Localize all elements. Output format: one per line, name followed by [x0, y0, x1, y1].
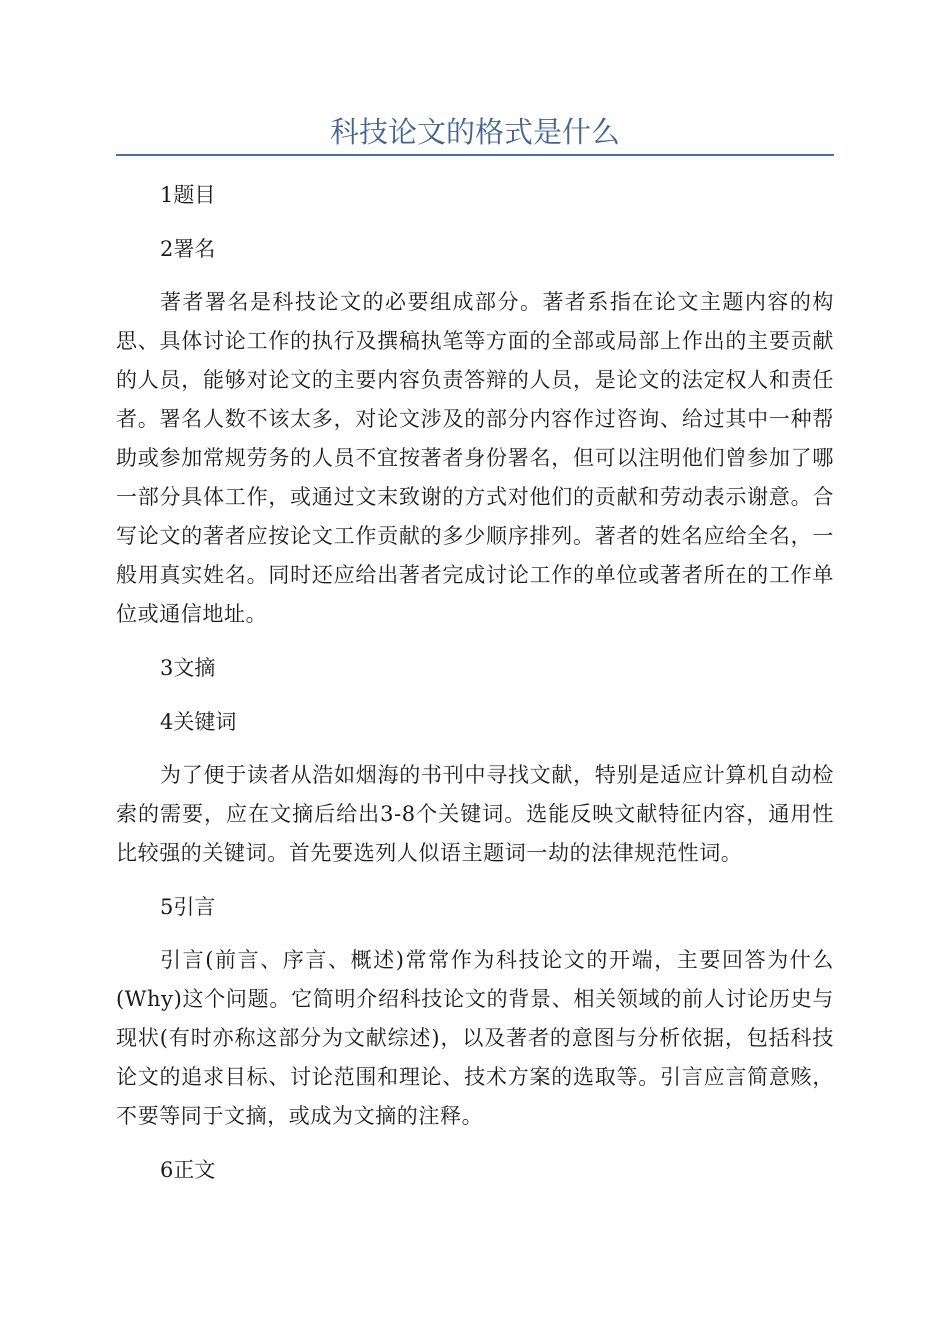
document-body — [116, 175, 834, 1204]
paragraph-authorship: 著者署名是科技论文的必要组成部分。著者系指在论文主题内容的构思、具体讨论工作的执行及撰稿执笔等方面的全部或局部上作出的主要贡献的人员，能够对论文的主要内容负责答辩的人员，是论文的法定权人和责任者。署名人数不该太多，对论文涉及的部分内容作过咨询、给过其中一种帮助或参加常规劳务的人员不宜按著者身份署名，但可以注明他们曾参加了哪一部分具体工作，或通过文末致谢的方式对他们的贡献和劳动表示谢意。合写论文的著者应按论文工作贡献的多少顺序排列。著者的姓名应给全名，一般用真实姓名。同时还应给出著者完成讨论工作的单位或著者所在的工作单位或通信地址。 — [116, 290, 834, 626]
section-heading-introduction: 5引言 — [160, 895, 216, 919]
paragraph-introduction: 引言(前言、序言、概述)常常作为科技论文的开端，主要回答为什么(Why)这个问题。它简明介绍科技论文的背景、相关领域的前人讨论历史与现状(有时亦称这部分为文献综述)，以及著者的意图与分析依据，包括科技论文的追求目标、讨论范围和理论、技术方案的选取等。引言应言简意赅，不要等同于文摘，或成为文摘的注释。 — [116, 948, 834, 1128]
section-heading-keywords: 4关键词 — [160, 710, 237, 734]
paragraph-keywords: 为了便于读者从浩如烟海的书刊中寻找文献，特别是适应计算机自动检索的需要，应在文摘后给出3-8个关键词。选能反映文献特征内容，通用性比较强的关键词。首先要选列人似语主题词一劫的法律规范性词。 — [116, 763, 834, 865]
page-title: 科技论文的格式是什么 — [329, 115, 620, 149]
title-underline — [116, 154, 834, 156]
section-heading-main-text: 6正文 — [160, 1158, 216, 1182]
section-heading-title: 1题目 — [160, 183, 216, 207]
section-heading-authorship: 2署名 — [160, 237, 216, 261]
section-heading-abstract: 3文摘 — [160, 656, 216, 680]
